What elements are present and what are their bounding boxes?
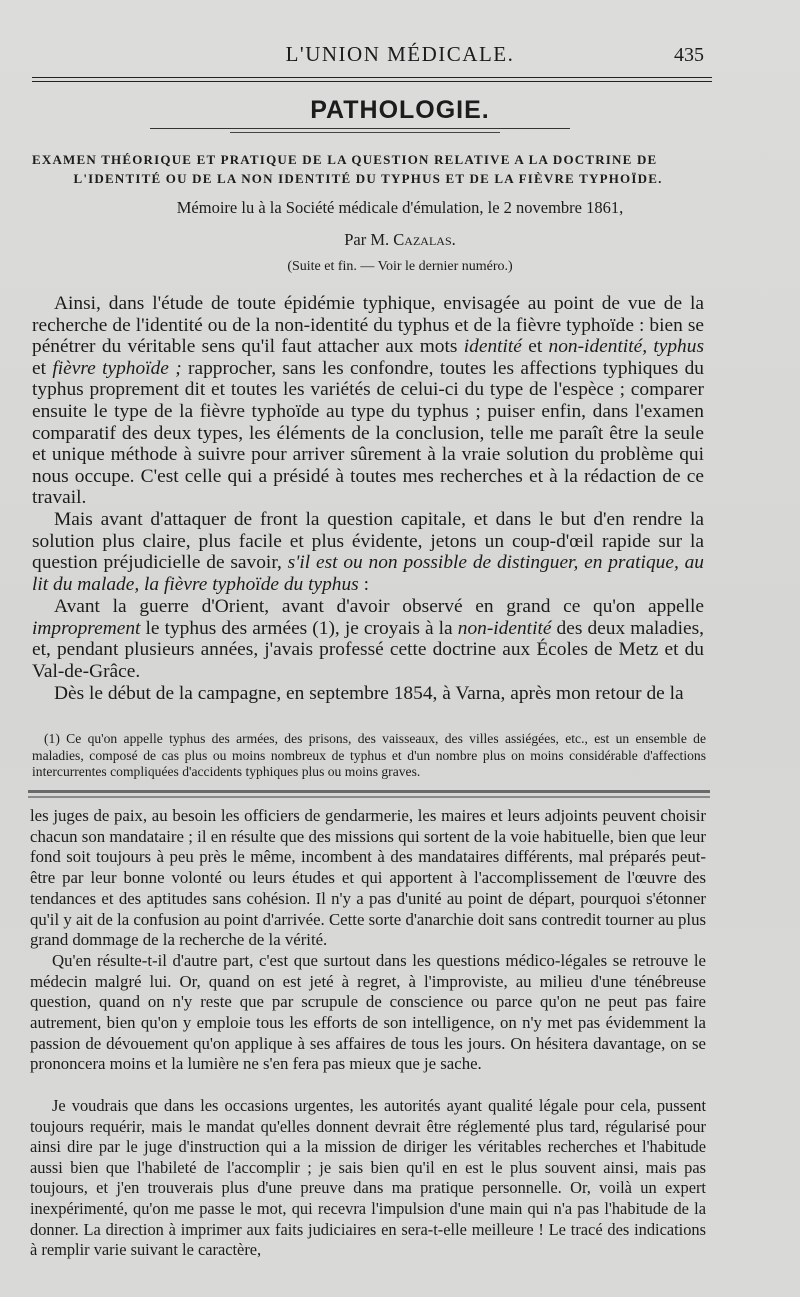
section-rule-short [230, 132, 500, 133]
feuilleton-paragraph-2: Qu'en résulte-t-il d'autre part, c'est que surtout dans les questions médico-légales se retrouve le médecin malgré lui. Or, quand on est jeté à regret, à l'improviste, au milieu d'une ténébreuse question, quand on n'y reste que par scrupule de conscience ou parce qu'on ne peut pas faire autrement, bien qu'on y emploie tous les efforts de son intelligence, on n'y met pas évidemment la passion de dévouement qu'on applique à ses affaires de tous les jours. On hésitera davantage, on se prononcera moins et la lumière ne s'en fera pas mieux que je sache. [30, 950, 706, 1074]
italic-run: non-identité, typhus [548, 336, 704, 358]
body-paragraph-4-text: Dès le début de la campagne, en septembre 1854, à Varna, après mon retour de la [54, 683, 684, 704]
feuilleton-paragraph-3: Je voudrais que dans les occasions urgentes, les autorités ayant qualité légale pour cela, pussent toujours requérir, mais le mandat qu'elles donnent devrait être réglementé plus tard, régularisé pour ainsi dire par le juge d'instruction qui a la mission de diriger les véritables recherches et l'habitude aussi bien que l'habileté de l'accomplir ; je sais bien qu'il en est le plus souvent ainsi, mais pas toujours, et j'en trouverais plus d'une preuve dans ma pratique personnelle. Or, voilà un expert inexpérimenté, qu'on me passe le mot, qui recevra l'impulsion d'une main qui n'a pas l'habitude de la donner. La direction à imprimer aux faits judiciaires en sera-t-elle meilleure ! Le tracé des indications à remplir varie suivant le caractère, [30, 1096, 706, 1260]
article-title [32, 150, 704, 188]
continuation-note: (Suite et fin. — Voir le dernier numéro.) [287, 259, 513, 274]
page-divider [28, 790, 710, 793]
author-name: Cazalas. [393, 230, 456, 249]
header-rule-thin [32, 81, 712, 82]
author-line [0, 230, 800, 250]
footnote [32, 731, 706, 781]
text-run: et [521, 336, 549, 358]
text-run: le typhus des armées (1), je croyais à la [140, 617, 458, 639]
body-paragraph-4 [32, 683, 704, 705]
text-run: rapprocher, sans les confondre, toutes les affections typhiques du typhus proprement dit et toutes les variétés de celui-ci du type de l'espèce ; comparer ensuite le type de la fièvre typhoïde au type du typhus ; puiser enfin, dans l'examen comparatif des deux types, les éléments de la conclusion, telle me paraît être la seule et unique méthode à suivre pour arriver sûrement à la vraie solution du problème qui nous occupe. C'est celle qui a présidé à toutes mes recherches et à la rédaction de ce travail. [32, 357, 704, 509]
italic-run: s'il est ou non possible de distinguer, en pratique, au lit du malade, la fièvre typhoïde du typhus [32, 552, 705, 595]
section-title: PATHOLOGIE. [310, 96, 490, 124]
text-run: et [32, 357, 53, 379]
feuilleton-text [30, 806, 706, 1075]
italic-run: non-identité [457, 617, 552, 639]
running-title: L'UNION MÉDICALE. [285, 42, 515, 66]
header-rule [32, 77, 712, 78]
section-rule [150, 128, 570, 129]
feuilleton-text-continued [30, 1096, 706, 1261]
article-title-line-1: EXAMEN THÉORIQUE ET PRATIQUE DE LA QUESTION RELATIVE A LA DOCTRINE DE [32, 152, 658, 167]
italic-run: identité [463, 336, 522, 358]
feuilleton-paragraph-1: les juges de paix, au besoin les officiers de gendarmerie, les maires et leurs adjoints peuvent choisir chacun son mandataire ; il en résulte que des missions qui sortent de la voie habituelle, bien que leur fond soit toujours à peu près le même, incombent à des mandataires différents, mal préparés peut-être par leur bonne volonté ou leurs études et qui apportent à l'accomplissement de l'œuvre des tendances et des aptitudes sans cohésion. Il n'y a pas d'unité au point de départ, pourquoi s'étonner qu'il y ait de la confusion au point d'arrivée. Cette sorte d'anarchie doit sans contredit tourner au plus grand dommage de la recherche de la vérité. [30, 806, 706, 950]
memoire-note: Mémoire lu à la Société médicale d'émulation, le 2 novembre 1861, [176, 198, 624, 217]
text-run: Avant la guerre d'Orient, avant d'avoir observé en grand ce qu'on appelle [54, 596, 704, 617]
italic-run: fièvre typhoïde ; [52, 357, 182, 379]
text-run: : [358, 573, 369, 595]
footnote-text: (1) Ce qu'on appelle typhus des armées, des prisons, des vaisseaux, des villes assiégées, etc., est un ensemble de maladies, composé de cas plus ou moins nombreux de typhus et d'un nombre plus on moins considérable d'affections intercurrentes compliquées d'accidents typhiques plus ou moins graves. [32, 731, 706, 779]
body-paragraph-2 [32, 509, 704, 595]
body-paragraph-3 [32, 596, 704, 682]
text-run: Ainsi, dans l'étude de toute épidémie typhique, envisagée au point de vue de la recherche de l'identité ou de la non-identité du typhus et de la fièvre typhoïde : bien se pénétrer du véritable sens qu'il faut attacher aux mots [32, 293, 704, 358]
text-run: Mais avant d'attaquer de front la question capitale, et dans le but d'en rendre la solution plus claire, plus facile et plus évidente, jetons un coup-d'œil rapide sur la question préjudicielle de savoir, [32, 509, 704, 574]
page-divider-secondary [28, 796, 710, 798]
article-title-line-2: L'IDENTITÉ OU DE LA NON IDENTITÉ DU TYPHUS ET DE LA FIÈVRE TYPHOÏDE. [73, 171, 663, 186]
body-paragraph-1 [32, 293, 704, 509]
author-prefix: Par M. [344, 230, 390, 249]
page-header [0, 42, 800, 72]
text-run: des deux maladies, et, pendant plusieurs années, j'avais professé cette doctrine aux Écoles de Metz et du Val-de-Grâce. [32, 617, 704, 682]
italic-run: improprement [32, 617, 141, 639]
page-number: 435 [674, 44, 704, 66]
